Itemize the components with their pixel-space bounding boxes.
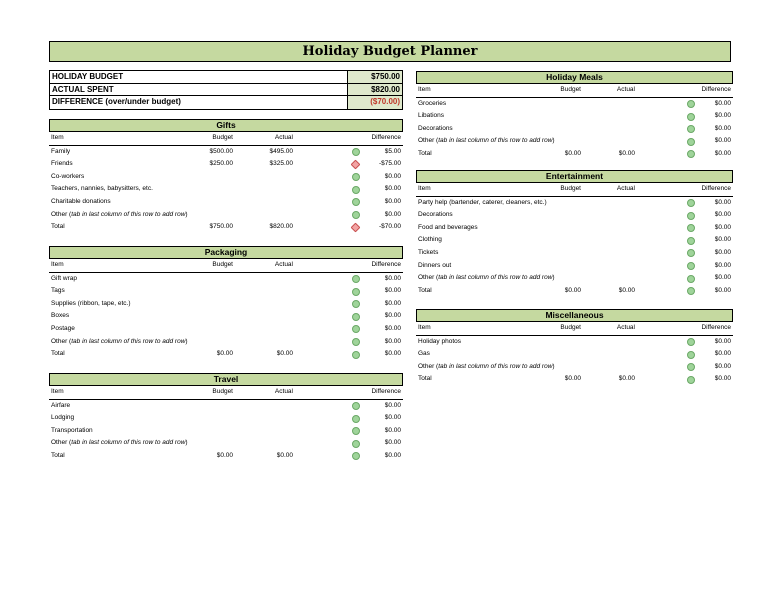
status-green-circle-icon bbox=[352, 427, 360, 435]
other-suffix: ) bbox=[185, 210, 188, 218]
row-difference: $0.00 bbox=[714, 124, 731, 132]
row-difference: $0.00 bbox=[384, 299, 401, 307]
status-green-circle-icon bbox=[352, 325, 360, 333]
status-green-circle-icon bbox=[687, 249, 695, 257]
row-difference: $0.00 bbox=[384, 337, 401, 345]
summary-row-actual bbox=[50, 84, 402, 97]
row-item[interactable]: Groceries bbox=[418, 99, 447, 107]
column-header-budget: Budget bbox=[212, 388, 233, 395]
section-header: Miscellaneous bbox=[416, 309, 733, 322]
section-entertainment bbox=[416, 170, 733, 297]
row-difference: $0.00 bbox=[714, 211, 731, 219]
table-row bbox=[49, 209, 403, 222]
section-header: Travel bbox=[49, 373, 403, 386]
row-difference: $0.00 bbox=[384, 172, 401, 180]
row-difference: $0.00 bbox=[384, 414, 401, 422]
column-header-item: Item bbox=[51, 134, 64, 141]
column-header-budget: Budget bbox=[212, 261, 233, 268]
row-difference: $5.00 bbox=[384, 147, 401, 155]
column-header-item: Item bbox=[418, 86, 431, 93]
summary-row-difference bbox=[50, 96, 402, 109]
other-prefix: Other ( bbox=[418, 362, 439, 370]
status-green-circle-icon bbox=[687, 275, 695, 283]
total-budget: $0.00 bbox=[216, 451, 233, 459]
total-actual: $0.00 bbox=[618, 375, 635, 383]
other-hint: tab in last column of this row to add row bbox=[71, 439, 186, 447]
table-row bbox=[49, 273, 403, 286]
total-label: Total bbox=[51, 451, 65, 459]
section-travel bbox=[49, 373, 403, 463]
section-gifts bbox=[49, 119, 403, 234]
column-header-budget: Budget bbox=[212, 134, 233, 141]
row-item[interactable]: Libations bbox=[418, 112, 445, 120]
table-row bbox=[416, 234, 733, 247]
row-item[interactable]: Postage bbox=[51, 324, 75, 332]
total-row bbox=[49, 221, 403, 234]
row-difference: $0.00 bbox=[714, 236, 731, 244]
row-item[interactable]: Boxes bbox=[51, 312, 70, 320]
column-header-row bbox=[49, 132, 403, 146]
table-row bbox=[49, 158, 403, 171]
section-header: Gifts bbox=[49, 119, 403, 132]
table-row bbox=[416, 361, 733, 374]
status-green-circle-icon bbox=[687, 287, 695, 295]
row-difference: $0.00 bbox=[714, 362, 731, 370]
table-row bbox=[49, 437, 403, 450]
total-budget: $0.00 bbox=[216, 350, 233, 358]
total-difference: -$70.00 bbox=[378, 223, 401, 231]
total-difference: $0.00 bbox=[714, 286, 731, 294]
column-header-actual: Actual bbox=[616, 86, 635, 93]
summary-row-budget bbox=[50, 71, 402, 84]
column-header-actual: Actual bbox=[274, 261, 293, 268]
row-item[interactable]: Co-workers bbox=[51, 172, 85, 180]
total-label: Total bbox=[51, 223, 65, 231]
row-budget[interactable]: $500.00 bbox=[209, 147, 233, 155]
column-header-difference: Difference bbox=[371, 261, 401, 268]
status-green-circle-icon bbox=[687, 199, 695, 207]
column-header-difference: Difference bbox=[701, 86, 731, 93]
row-item[interactable]: Decorations bbox=[418, 211, 453, 219]
column-header-item: Item bbox=[51, 261, 64, 268]
row-difference: $0.00 bbox=[384, 274, 401, 282]
section-meals bbox=[416, 71, 733, 161]
row-item-other[interactable] bbox=[51, 336, 188, 349]
row-difference: $0.00 bbox=[714, 99, 731, 107]
total-budget: $0.00 bbox=[564, 149, 581, 157]
status-green-circle-icon bbox=[352, 300, 360, 308]
status-green-circle-icon bbox=[687, 138, 695, 146]
other-prefix: Other ( bbox=[418, 274, 439, 282]
column-header-row bbox=[416, 322, 733, 336]
table-row bbox=[49, 425, 403, 438]
row-item[interactable]: Tickets bbox=[418, 248, 439, 256]
status-red-diamond-icon bbox=[351, 160, 361, 170]
summary-label: ACTUAL SPENT bbox=[52, 84, 114, 94]
table-row bbox=[49, 196, 403, 209]
column-header-item: Item bbox=[418, 185, 431, 192]
row-difference: $0.00 bbox=[714, 137, 731, 145]
table-row bbox=[416, 209, 733, 222]
row-difference: $0.00 bbox=[384, 185, 401, 193]
row-actual[interactable]: $325.00 bbox=[269, 160, 293, 168]
column-header-actual: Actual bbox=[274, 134, 293, 141]
column-header-row bbox=[416, 84, 733, 98]
row-difference: $0.00 bbox=[714, 337, 731, 345]
row-difference: $0.00 bbox=[714, 248, 731, 256]
status-green-circle-icon bbox=[687, 100, 695, 108]
total-row bbox=[416, 373, 733, 386]
section-header: Holiday Meals bbox=[416, 71, 733, 84]
column-header-item: Item bbox=[418, 324, 431, 331]
column-header-difference: Difference bbox=[371, 388, 401, 395]
table-row bbox=[416, 123, 733, 136]
table-row bbox=[49, 183, 403, 196]
other-prefix: Other ( bbox=[51, 439, 72, 447]
total-row bbox=[49, 348, 403, 361]
status-green-circle-icon bbox=[352, 148, 360, 156]
status-green-circle-icon bbox=[687, 376, 695, 384]
row-difference: $0.00 bbox=[714, 274, 731, 282]
row-item-other[interactable] bbox=[51, 437, 188, 450]
row-difference: $0.00 bbox=[384, 312, 401, 320]
row-item[interactable]: Teachers, nannies, babysitters, etc. bbox=[51, 185, 153, 193]
other-prefix: Other ( bbox=[51, 210, 72, 218]
total-budget: $0.00 bbox=[564, 286, 581, 294]
row-difference: $0.00 bbox=[714, 112, 731, 120]
row-item[interactable]: Transportation bbox=[51, 426, 93, 434]
section-packaging bbox=[49, 246, 403, 361]
status-green-circle-icon bbox=[687, 125, 695, 133]
row-difference: $0.00 bbox=[384, 197, 401, 205]
total-actual: $0.00 bbox=[276, 350, 293, 358]
row-item-other[interactable] bbox=[418, 272, 555, 285]
section-header: Packaging bbox=[49, 246, 403, 259]
row-item[interactable]: Party help (bartender, caterer, cleaners, etc.) bbox=[418, 198, 547, 206]
other-prefix: Other ( bbox=[418, 137, 439, 145]
other-suffix: ) bbox=[185, 337, 188, 345]
status-green-circle-icon bbox=[687, 212, 695, 220]
table-row bbox=[416, 336, 733, 349]
other-suffix: ) bbox=[552, 137, 555, 145]
total-difference: $0.00 bbox=[714, 375, 731, 383]
other-hint: tab in last column of this row to add row bbox=[438, 274, 553, 282]
summary-value[interactable]: ($70.00) bbox=[347, 96, 402, 109]
row-item[interactable]: Decorations bbox=[418, 124, 453, 132]
status-green-circle-icon bbox=[687, 338, 695, 346]
status-green-circle-icon bbox=[352, 351, 360, 359]
status-green-circle-icon bbox=[352, 211, 360, 219]
row-difference: $0.00 bbox=[714, 261, 731, 269]
status-green-circle-icon bbox=[352, 198, 360, 206]
column-header-row bbox=[49, 259, 403, 273]
row-difference: $0.00 bbox=[384, 426, 401, 434]
column-header-item: Item bbox=[51, 388, 64, 395]
row-item[interactable]: Gift wrap bbox=[51, 274, 78, 282]
total-actual: $0.00 bbox=[618, 149, 635, 157]
status-green-circle-icon bbox=[352, 313, 360, 321]
row-item[interactable]: Holiday photos bbox=[418, 337, 461, 345]
status-green-circle-icon bbox=[687, 113, 695, 121]
status-green-circle-icon bbox=[687, 363, 695, 371]
table-row bbox=[49, 323, 403, 336]
status-green-circle-icon bbox=[352, 338, 360, 346]
summary-value[interactable]: $820.00 bbox=[347, 84, 402, 96]
summary-label: DIFFERENCE (over/under budget) bbox=[52, 97, 181, 106]
total-label: Total bbox=[418, 149, 432, 157]
row-item-other[interactable] bbox=[418, 135, 555, 148]
status-green-circle-icon bbox=[352, 186, 360, 194]
row-difference: $0.00 bbox=[714, 350, 731, 358]
total-actual: $820.00 bbox=[269, 223, 293, 231]
status-green-circle-icon bbox=[687, 237, 695, 245]
summary-value[interactable]: $750.00 bbox=[347, 71, 402, 83]
row-difference: $0.00 bbox=[384, 401, 401, 409]
budget-summary bbox=[49, 70, 403, 110]
total-row bbox=[416, 148, 733, 161]
row-budget[interactable]: $250.00 bbox=[209, 160, 233, 168]
total-label: Total bbox=[51, 350, 65, 358]
total-difference: $0.00 bbox=[384, 451, 401, 459]
column-header-actual: Actual bbox=[616, 324, 635, 331]
row-actual[interactable]: $495.00 bbox=[269, 147, 293, 155]
total-actual: $0.00 bbox=[276, 451, 293, 459]
column-header-difference: Difference bbox=[371, 134, 401, 141]
total-actual: $0.00 bbox=[618, 286, 635, 294]
page-title: Holiday Budget Planner bbox=[49, 41, 731, 62]
other-hint: tab in last column of this row to add row bbox=[71, 337, 186, 345]
other-suffix: ) bbox=[552, 362, 555, 370]
table-row bbox=[416, 222, 733, 235]
status-green-circle-icon bbox=[687, 150, 695, 158]
table-row bbox=[49, 285, 403, 298]
total-label: Total bbox=[418, 375, 432, 383]
table-row bbox=[49, 400, 403, 413]
row-difference: $0.00 bbox=[384, 439, 401, 447]
total-budget: $0.00 bbox=[564, 375, 581, 383]
table-row bbox=[49, 298, 403, 311]
column-header-budget: Budget bbox=[560, 185, 581, 192]
column-header-difference: Difference bbox=[701, 324, 731, 331]
status-red-diamond-icon bbox=[351, 223, 361, 233]
table-row bbox=[416, 260, 733, 273]
row-difference: $0.00 bbox=[714, 198, 731, 206]
table-row bbox=[416, 348, 733, 361]
row-item-other[interactable] bbox=[418, 361, 555, 374]
column-header-row bbox=[416, 183, 733, 197]
table-row bbox=[49, 310, 403, 323]
status-green-circle-icon bbox=[687, 224, 695, 232]
row-item[interactable]: Charitable donations bbox=[51, 197, 111, 205]
other-hint: tab in last column of this row to add row bbox=[438, 137, 553, 145]
section-misc bbox=[416, 309, 733, 386]
status-green-circle-icon bbox=[352, 440, 360, 448]
row-item[interactable]: Family bbox=[51, 147, 71, 155]
table-row bbox=[416, 247, 733, 260]
section-header: Entertainment bbox=[416, 170, 733, 183]
total-budget: $750.00 bbox=[209, 223, 233, 231]
status-green-circle-icon bbox=[352, 275, 360, 283]
row-item[interactable]: Dinners out bbox=[418, 261, 452, 269]
row-item[interactable]: Gas bbox=[418, 350, 430, 358]
table-row bbox=[416, 197, 733, 210]
status-green-circle-icon bbox=[687, 351, 695, 359]
status-green-circle-icon bbox=[352, 452, 360, 460]
other-hint: tab in last column of this row to add row bbox=[438, 362, 553, 370]
total-difference: $0.00 bbox=[384, 350, 401, 358]
row-difference: $0.00 bbox=[714, 223, 731, 231]
total-label: Total bbox=[418, 286, 432, 294]
row-difference: -$75.00 bbox=[378, 160, 401, 168]
row-item[interactable]: Lodging bbox=[51, 414, 75, 422]
status-green-circle-icon bbox=[352, 288, 360, 296]
row-difference: $0.00 bbox=[384, 287, 401, 295]
column-header-row bbox=[49, 386, 403, 400]
row-item[interactable]: Supplies (ribbon, tape, etc.) bbox=[51, 299, 131, 307]
other-prefix: Other ( bbox=[51, 337, 72, 345]
table-row bbox=[416, 110, 733, 123]
total-difference: $0.00 bbox=[714, 149, 731, 157]
row-item[interactable]: Food and beverages bbox=[418, 223, 478, 231]
status-green-circle-icon bbox=[352, 173, 360, 181]
table-row bbox=[49, 146, 403, 159]
row-item[interactable]: Airfare bbox=[51, 401, 71, 409]
other-hint: tab in last column of this row to add row bbox=[71, 210, 186, 218]
status-green-circle-icon bbox=[687, 262, 695, 270]
column-header-budget: Budget bbox=[560, 324, 581, 331]
column-header-difference: Difference bbox=[701, 185, 731, 192]
total-row bbox=[416, 285, 733, 298]
row-item-other[interactable] bbox=[51, 209, 188, 222]
column-header-budget: Budget bbox=[560, 86, 581, 93]
table-row bbox=[416, 98, 733, 111]
other-suffix: ) bbox=[185, 439, 188, 447]
row-difference: $0.00 bbox=[384, 210, 401, 218]
row-item[interactable]: Clothing bbox=[418, 236, 442, 244]
column-header-actual: Actual bbox=[274, 388, 293, 395]
table-row bbox=[416, 135, 733, 148]
other-suffix: ) bbox=[552, 274, 555, 282]
row-difference: $0.00 bbox=[384, 324, 401, 332]
table-row bbox=[49, 412, 403, 425]
table-row bbox=[49, 171, 403, 184]
row-item[interactable]: Friends bbox=[51, 160, 73, 168]
table-row bbox=[49, 336, 403, 349]
status-green-circle-icon bbox=[352, 415, 360, 423]
table-row bbox=[416, 272, 733, 285]
summary-label: HOLIDAY BUDGET bbox=[52, 72, 124, 81]
total-row bbox=[49, 450, 403, 463]
status-green-circle-icon bbox=[352, 402, 360, 410]
column-header-actual: Actual bbox=[616, 185, 635, 192]
row-item[interactable]: Tags bbox=[51, 287, 65, 295]
